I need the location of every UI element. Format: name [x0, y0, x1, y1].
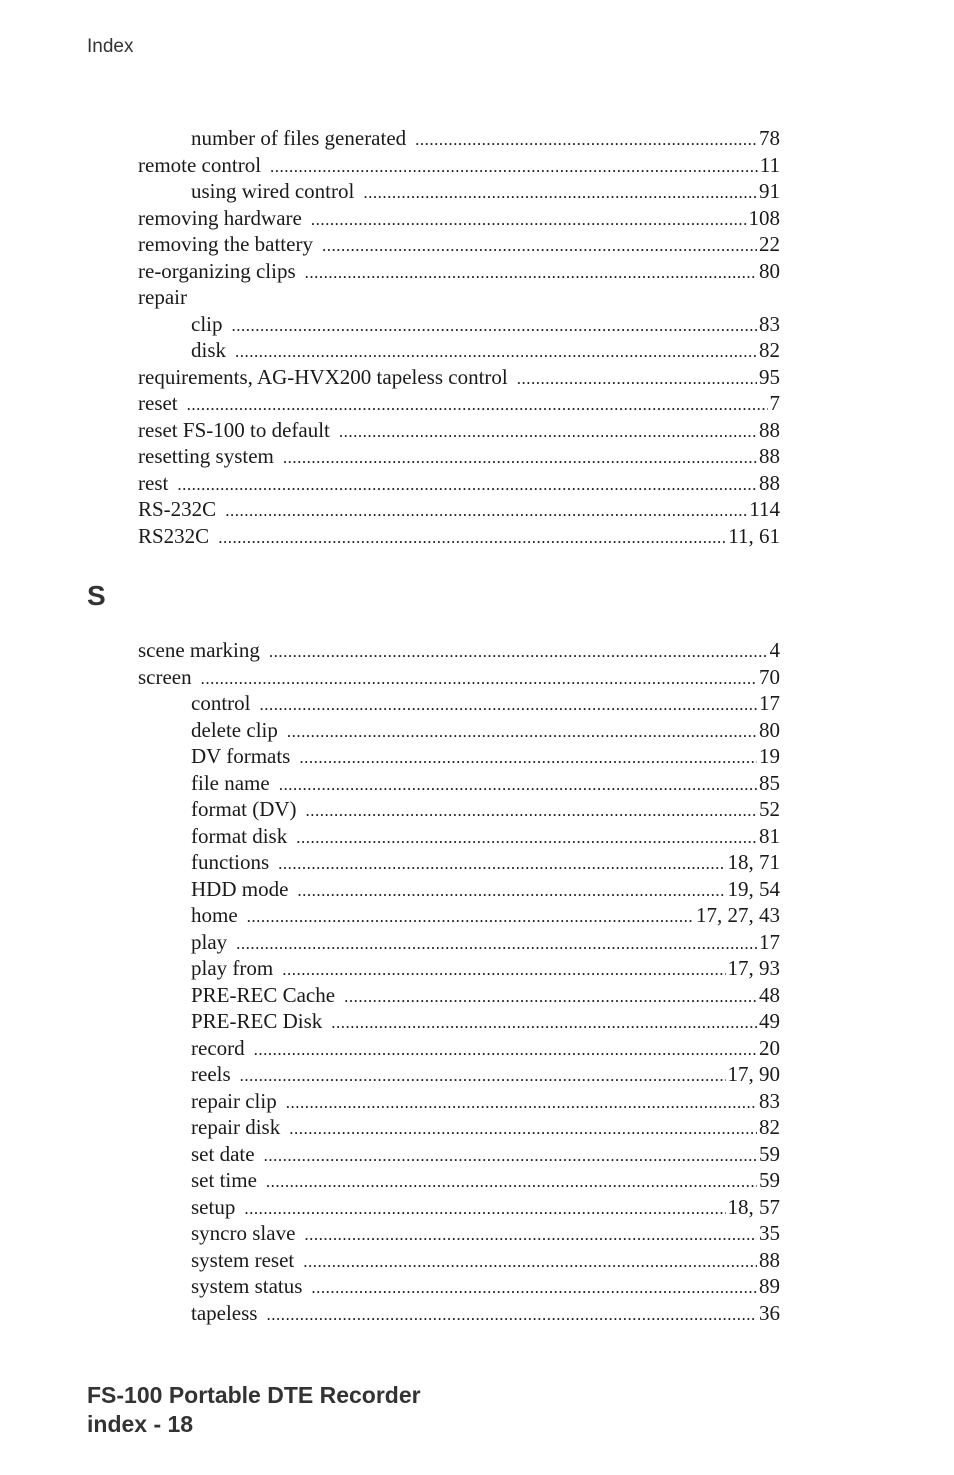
entry-term: RS-232C — [138, 497, 217, 521]
entry-page-numbers: 18, 57 — [727, 1194, 780, 1219]
entry-page-numbers: 95 — [759, 364, 780, 389]
entry-term: reset FS-100 to default — [138, 417, 330, 442]
entry-page-numbers: 59 — [759, 1168, 780, 1192]
entry-page-numbers: 59 — [759, 1141, 780, 1166]
entry-page-numbers: 91 — [759, 179, 780, 203]
index-subentry — [138, 1008, 780, 1035]
dot-leader — [282, 957, 725, 984]
entry-term: delete clip — [191, 717, 278, 742]
dot-leader — [331, 1010, 757, 1037]
entry-page-numbers: 108 — [748, 205, 780, 230]
dot-leader — [177, 472, 757, 499]
entry-page-numbers: 88 — [759, 417, 780, 442]
entry-page-numbers: 89 — [759, 1274, 780, 1298]
index-subentry — [138, 1273, 780, 1300]
index-entry — [138, 152, 780, 179]
dot-leader — [236, 931, 757, 958]
entry-term: remote control — [138, 152, 262, 177]
entry-page-numbers: 88 — [759, 470, 780, 495]
entry-page-numbers: 88 — [759, 1247, 780, 1272]
entry-term: using wired control — [191, 179, 355, 203]
dot-leader — [266, 1302, 757, 1329]
entry-term: DV formats — [191, 744, 291, 768]
entry-page-numbers: 11 — [759, 152, 780, 177]
entry-term: tapeless — [191, 1300, 258, 1325]
entry-page-numbers: 17 — [759, 691, 780, 715]
index-subentry — [138, 178, 780, 205]
dot-leader — [269, 639, 768, 666]
dot-leader — [305, 260, 757, 287]
entry-page-numbers: 83 — [759, 311, 780, 336]
dot-leader — [517, 366, 757, 393]
dot-leader — [286, 1090, 757, 1117]
dot-leader — [232, 313, 758, 340]
index-entry — [138, 364, 780, 391]
index-subentry — [138, 690, 780, 717]
entry-term: format disk — [191, 823, 288, 848]
entry-term: number of files generated — [191, 126, 407, 150]
entry-page-numbers: 48 — [759, 982, 780, 1007]
dot-leader — [415, 127, 757, 154]
index-entry — [138, 523, 780, 550]
dot-leader — [254, 1037, 757, 1064]
dot-leader — [306, 798, 757, 825]
dot-leader — [218, 525, 726, 552]
entry-page-numbers: 82 — [759, 338, 780, 362]
index-entry — [138, 231, 780, 258]
entry-term: control — [191, 691, 251, 715]
dot-leader — [339, 419, 757, 446]
entry-term: RS232C — [138, 523, 210, 548]
index-subentry — [138, 982, 780, 1009]
entry-page-numbers: 20 — [759, 1035, 780, 1060]
entry-term: PRE-REC Cache — [191, 982, 336, 1007]
entry-page-numbers: 19, 54 — [727, 876, 780, 901]
index-entry — [138, 470, 780, 497]
index-entry — [138, 417, 780, 444]
dot-leader — [225, 498, 747, 525]
dot-leader — [247, 904, 694, 931]
section-letter-heading: S — [87, 580, 106, 611]
index-subentry — [138, 1300, 780, 1327]
entry-term: set date — [191, 1141, 255, 1166]
entry-page-numbers: 17 — [759, 929, 780, 954]
dot-leader — [287, 719, 757, 746]
entry-term: repair — [138, 285, 187, 309]
index-entries-r — [138, 125, 780, 549]
entry-term: reset — [138, 391, 178, 415]
entry-term: record — [191, 1035, 245, 1060]
entry-term: file name — [191, 770, 270, 795]
index-entry — [138, 443, 780, 470]
dot-leader — [311, 207, 747, 234]
index-entry — [138, 637, 780, 664]
entry-page-numbers: 78 — [759, 126, 780, 150]
footer-product-title: FS-100 Portable DTE Recorder — [87, 1382, 421, 1408]
index-subentry — [138, 717, 780, 744]
dot-leader — [344, 984, 757, 1011]
entry-page-numbers: 18, 71 — [727, 850, 780, 874]
entry-term: clip — [191, 311, 223, 336]
entry-page-numbers: 19 — [759, 744, 780, 768]
entry-term: format (DV) — [191, 797, 297, 821]
entry-term: scene marking — [138, 638, 260, 662]
dot-leader — [296, 825, 757, 852]
entry-page-numbers: 83 — [759, 1088, 780, 1113]
index-entry — [138, 664, 780, 691]
index-subentry — [138, 125, 780, 152]
entry-term: setup — [191, 1194, 236, 1219]
entry-term: PRE-REC Disk — [191, 1009, 323, 1033]
entry-term: reels — [191, 1062, 231, 1086]
entry-page-numbers: 22 — [759, 232, 780, 256]
index-subentry — [138, 796, 780, 823]
entry-term: system status — [191, 1274, 303, 1298]
dot-leader — [201, 666, 757, 693]
dot-leader — [278, 851, 725, 878]
entry-page-numbers: 82 — [759, 1115, 780, 1139]
index-entry — [138, 258, 780, 285]
index-subentry — [138, 1114, 780, 1141]
dot-leader — [304, 1222, 757, 1249]
index-subentry — [138, 1141, 780, 1168]
dot-leader — [297, 878, 725, 905]
entry-term: play from — [191, 956, 274, 980]
dot-leader — [283, 445, 757, 472]
footer-page-number: index - 18 — [87, 1411, 194, 1437]
index-entries-s — [138, 637, 780, 1326]
entry-page-numbers: 7 — [769, 391, 780, 415]
index-entry — [138, 390, 780, 417]
dot-leader — [270, 154, 758, 181]
index-subentry — [138, 1035, 780, 1062]
index-subentry — [138, 311, 780, 338]
entry-term: functions — [191, 850, 270, 874]
entry-page-numbers: 35 — [759, 1221, 780, 1245]
index-subentry — [138, 770, 780, 797]
entry-term: rest — [138, 470, 169, 495]
entry-page-numbers: 49 — [759, 1009, 780, 1033]
index-entry — [138, 284, 780, 311]
dot-leader — [259, 692, 757, 719]
dot-leader — [322, 233, 757, 260]
index-subentry — [138, 743, 780, 770]
entry-term: syncro slave — [191, 1221, 296, 1245]
entry-term: disk — [191, 338, 227, 362]
index-subentry — [138, 849, 780, 876]
entry-term: removing the battery — [138, 232, 313, 256]
entry-page-numbers: 81 — [759, 823, 780, 848]
entry-term: repair disk — [191, 1115, 281, 1139]
index-entry — [138, 205, 780, 232]
entry-page-numbers: 88 — [759, 444, 780, 468]
dot-leader — [235, 339, 757, 366]
entry-page-numbers: 70 — [759, 664, 780, 689]
index-subentry — [138, 1194, 780, 1221]
index-subentry — [138, 1061, 780, 1088]
entry-term: repair clip — [191, 1088, 277, 1113]
index-subentry — [138, 337, 780, 364]
index-subentry — [138, 1220, 780, 1247]
entry-term: resetting system — [138, 444, 274, 468]
dot-leader — [266, 1169, 757, 1196]
entry-page-numbers: 36 — [759, 1300, 780, 1325]
entry-page-numbers: 4 — [769, 638, 780, 662]
entry-page-numbers: 85 — [759, 770, 780, 795]
dot-leader — [240, 1063, 726, 1090]
index-subentry — [138, 876, 780, 903]
entry-page-numbers: 17, 27, 43 — [696, 903, 780, 927]
dot-leader — [279, 772, 757, 799]
entry-term: system reset — [191, 1247, 295, 1272]
entry-term: removing hardware — [138, 205, 302, 230]
entry-page-numbers: 80 — [759, 717, 780, 742]
entry-page-numbers: 80 — [759, 258, 780, 283]
entry-term: requirements, AG-HVX200 tapeless control — [138, 364, 508, 389]
index-subentry — [138, 955, 780, 982]
entry-page-numbers: 17, 90 — [727, 1062, 780, 1086]
entry-term: play — [191, 929, 228, 954]
entry-term: screen — [138, 664, 192, 689]
index-subentry — [138, 929, 780, 956]
dot-leader — [299, 745, 757, 772]
index-subentry — [138, 1088, 780, 1115]
index-subentry — [138, 902, 780, 929]
index-subentry — [138, 823, 780, 850]
entry-page-numbers: 114 — [749, 497, 780, 521]
entry-term: set time — [191, 1168, 257, 1192]
index-entry — [138, 496, 780, 523]
dot-leader — [264, 1143, 757, 1170]
running-header: Index — [87, 36, 134, 57]
dot-leader — [303, 1249, 757, 1276]
index-subentry — [138, 1167, 780, 1194]
dot-leader — [363, 180, 757, 207]
dot-leader — [311, 1275, 757, 1302]
dot-leader — [244, 1196, 725, 1223]
entry-term: home — [191, 903, 238, 927]
entry-term: re-organizing clips — [138, 258, 296, 283]
dot-leader — [289, 1116, 757, 1143]
entry-term: HDD mode — [191, 876, 289, 901]
page-footer — [87, 1381, 421, 1439]
dot-leader — [187, 392, 768, 419]
entry-page-numbers: 17, 93 — [727, 956, 780, 980]
entry-page-numbers: 52 — [759, 797, 780, 821]
index-subentry — [138, 1247, 780, 1274]
entry-page-numbers: 11, 61 — [728, 523, 780, 548]
